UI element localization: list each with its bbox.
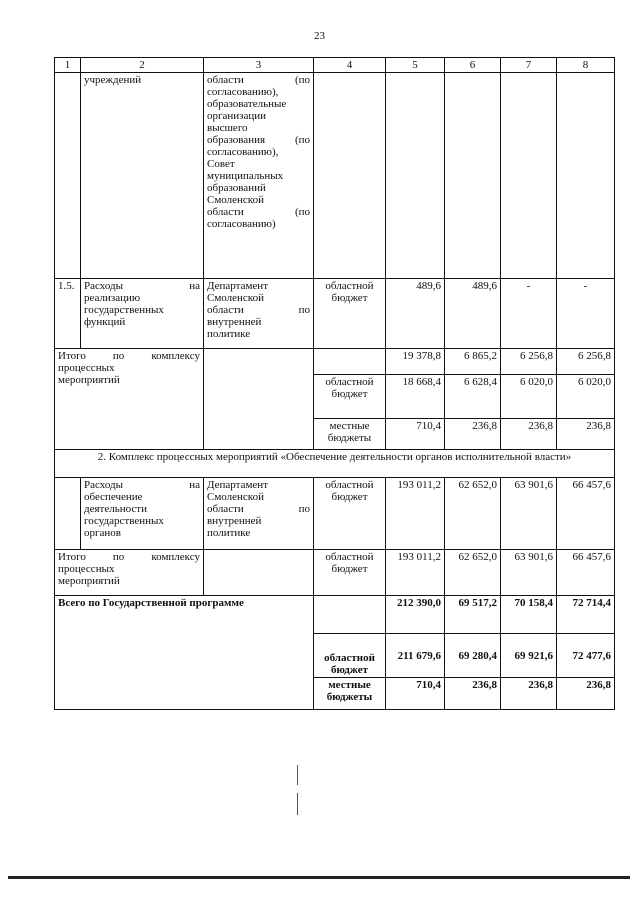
cell-line: Совет (207, 158, 235, 170)
row-number-cell (55, 73, 81, 279)
section-header-row (55, 450, 615, 478)
source-cell (314, 596, 386, 634)
header-cell: 4 (314, 58, 386, 73)
value-cell: 66 457,6 (557, 478, 615, 550)
source-cell: областной бюджет (314, 634, 386, 678)
value-cell: 69 921,6 (501, 634, 557, 678)
row-number-cell: 1.5. (55, 279, 81, 349)
cell-line: политике (207, 527, 251, 539)
value-cell: 63 901,6 (501, 478, 557, 550)
value-cell: - (501, 279, 557, 349)
cell-line: образования (по (207, 134, 310, 146)
value-cell: 69 517,2 (445, 596, 501, 634)
source-cell: местные бюджеты (314, 419, 386, 450)
value-cell (557, 73, 615, 279)
cell-line: Смоленской (207, 194, 264, 206)
value-cell: 72 714,4 (557, 596, 615, 634)
value-cell: 6 020,0 (501, 375, 557, 419)
value-cell: 236,8 (501, 419, 557, 450)
page-number: 23 (314, 30, 325, 42)
measure-name-cell (81, 478, 204, 550)
table-row-1-5 (55, 279, 615, 349)
measure-name-cell (81, 279, 204, 349)
executor-cell (204, 550, 314, 596)
executor-cell (204, 478, 314, 550)
page-bottom-rule (8, 876, 630, 879)
total-label-cell (55, 550, 204, 596)
value-cell: 6 256,8 (557, 349, 615, 375)
cell-line: процессных (58, 362, 115, 374)
value-cell: 6 628,4 (445, 375, 501, 419)
value-cell: 70 158,4 (501, 596, 557, 634)
header-cell: 5 (386, 58, 445, 73)
header-cell: 3 (204, 58, 314, 73)
value-cell: 236,8 (445, 419, 501, 450)
source-cell: областной бюджет (314, 375, 386, 419)
source-cell: областной бюджет (314, 478, 386, 550)
value-cell: 236,8 (557, 419, 615, 450)
table-row-2-1 (55, 478, 615, 550)
cell-line: реализацию (84, 292, 141, 304)
cell-line: области (по (207, 74, 310, 86)
cell-line: органов (84, 527, 121, 539)
cell-line: Смоленской (207, 491, 264, 503)
value-cell (501, 73, 557, 279)
value-cell: 710,4 (386, 419, 445, 450)
grand-total-row-all (55, 596, 615, 634)
cell-line: Итого по комплексу (58, 551, 200, 563)
cell-line: согласованию), (207, 86, 279, 98)
value-cell: 62 652,0 (445, 478, 501, 550)
cell-line: деятельности (84, 503, 147, 515)
header-cell: 1 (55, 58, 81, 73)
cell-line: Департамент (207, 280, 269, 292)
row-number-cell (55, 478, 81, 550)
header-cell: 2 (81, 58, 204, 73)
source-cell (314, 73, 386, 279)
cell-line: государственных (84, 304, 164, 316)
budget-table (54, 57, 615, 710)
value-cell: 211 679,6 (386, 634, 445, 678)
total-row-1-all (55, 349, 615, 375)
value-cell: - (557, 279, 615, 349)
cell-line: области по (207, 304, 310, 316)
cell-line: мероприятий (58, 374, 120, 386)
scan-mark (297, 793, 298, 815)
value-cell: 6 256,8 (501, 349, 557, 375)
cell-line: политике (207, 328, 251, 340)
cell-line: Расходы на (84, 280, 200, 292)
value-cell: 19 378,8 (386, 349, 445, 375)
value-cell: 710,4 (386, 678, 445, 710)
cell-line: согласованию), (207, 146, 279, 158)
source-cell: областной бюджет (314, 279, 386, 349)
cell-line: функций (84, 316, 126, 328)
value-cell: 6 865,2 (445, 349, 501, 375)
cell-line: области (по (207, 206, 310, 218)
value-cell: 69 280,4 (445, 634, 501, 678)
value-cell: 236,8 (445, 678, 501, 710)
value-cell (386, 73, 445, 279)
measure-name-cell: учреждений (81, 73, 204, 279)
header-cell: 8 (557, 58, 615, 73)
header-cell: 7 (501, 58, 557, 73)
cell-line: Итого по комплексу (58, 350, 200, 362)
executor-cell (204, 73, 314, 279)
source-cell (314, 349, 386, 375)
table-row-continuation (55, 73, 615, 279)
cell-line: области по (207, 503, 310, 515)
executor-cell (204, 279, 314, 349)
value-cell (445, 73, 501, 279)
value-cell: 193 011,2 (386, 478, 445, 550)
value-cell: 72 477,6 (557, 634, 615, 678)
cell-line: муниципальных (207, 170, 284, 182)
cell-line: внутренней (207, 316, 262, 328)
cell-line: мероприятий (58, 575, 120, 587)
cell-line: образований (207, 182, 266, 194)
section-title: 2. Комплекс процессных мероприятий «Обеспечение деятельности органов исполнительной власти» (55, 450, 615, 478)
cell-line: обеспечение (84, 491, 143, 503)
cell-line: образовательные (207, 98, 287, 110)
value-cell: 62 652,0 (445, 550, 501, 596)
cell-line: высшего (207, 122, 248, 134)
cell-line: внутренней (207, 515, 262, 527)
grand-total-label: Всего по Государственной программе (55, 596, 314, 710)
header-row (55, 58, 615, 73)
cell-line: Смоленской (207, 292, 264, 304)
cell-line: согласованию) (207, 218, 276, 230)
value-cell: 18 668,4 (386, 375, 445, 419)
value-cell: 236,8 (501, 678, 557, 710)
total-label-cell (55, 349, 204, 450)
value-cell: 66 457,6 (557, 550, 615, 596)
value-cell: 6 020,0 (557, 375, 615, 419)
scan-mark (297, 765, 298, 785)
value-cell: 212 390,0 (386, 596, 445, 634)
value-cell: 193 011,2 (386, 550, 445, 596)
cell-line: организации (207, 110, 267, 122)
value-cell: 489,6 (445, 279, 501, 349)
header-cell: 6 (445, 58, 501, 73)
source-cell: областной бюджет (314, 550, 386, 596)
source-cell: местные бюджеты (314, 678, 386, 710)
cell-line: Расходы на (84, 479, 200, 491)
cell-line: государственных (84, 515, 164, 527)
value-cell: 489,6 (386, 279, 445, 349)
executor-cell (204, 349, 314, 450)
cell-line: Департамент (207, 479, 269, 491)
cell-line: процессных (58, 563, 115, 575)
value-cell: 63 901,6 (501, 550, 557, 596)
total-row-2 (55, 550, 615, 596)
value-cell: 236,8 (557, 678, 615, 710)
